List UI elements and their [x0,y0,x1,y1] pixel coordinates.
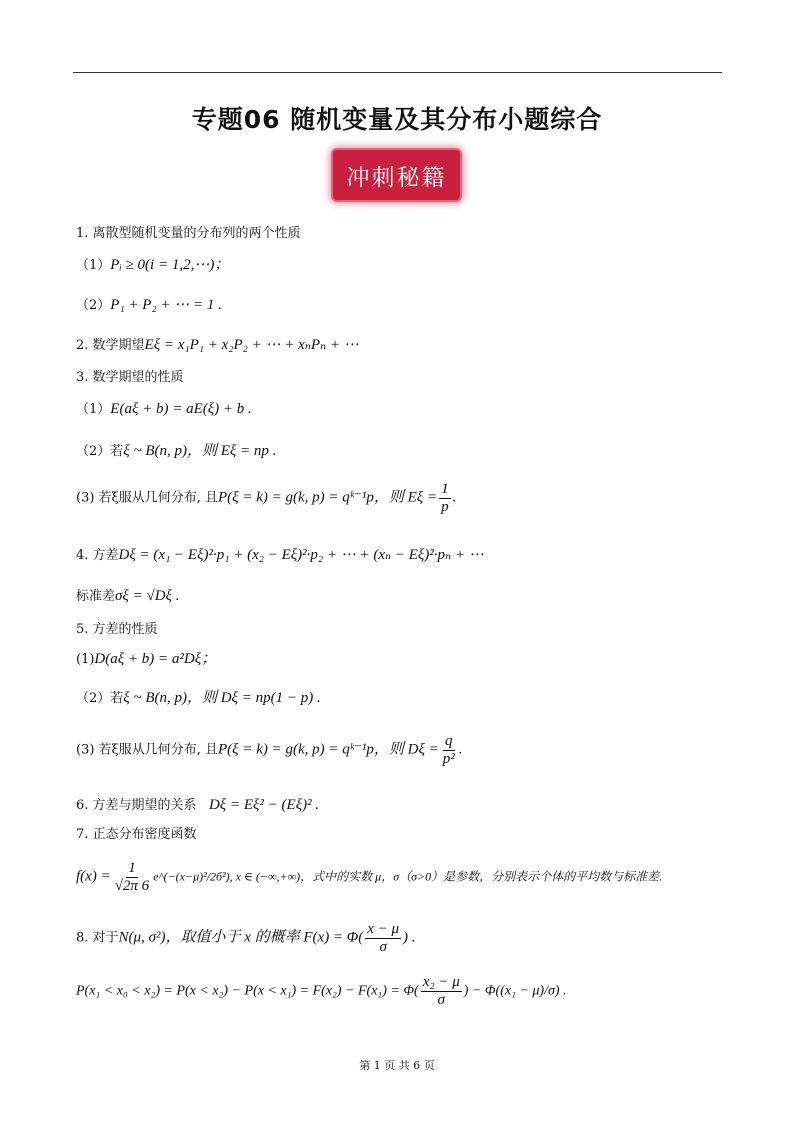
text-line: 7. 正态分布密度函数 [76,827,197,842]
formula-line: （2）若ξ ~ B(n, p)，则 Dξ = np(1 − p) . [76,690,321,706]
formula-line: 标准差σξ = √Dξ . [76,588,180,604]
formula-line: P(x₁ < x₀ < x₂) = P(x < x₂) − P(x < x₁) = F(x₂) − F(x₁) = Φ( $\frac{\text{x₂ − μ}}{\sigma}$ ) − Φ((x₁ − μ)/σ) . [76,974,567,1008]
formula-line: 4. 方差Dξ = (x₁ − Eξ)²·p₁ + (x₂ − Eξ)²·p₂ + ⋯ + (xₙ − Eξ)²·pₙ + ⋯ [76,547,484,563]
stamp-text: 冲刺秘籍 [346,164,447,191]
formula-line: (1)D(aξ + b) = a²Dξ； [76,651,217,667]
page-footer: 第 1 页 共 6 页 [359,1059,435,1072]
formula-line: （1）Pᵢ ≥ 0(i = 1,2,⋯)； [76,257,230,273]
formula-line: 2. 数学期望Eξ = x₁P₁ + x₂P₂ + ⋯ + xₙPₙ + ⋯ [76,337,359,353]
header-rule [73,72,722,73]
text-line: 5. 方差的性质 [76,622,158,637]
formula-line: (3) 若ξ服从几何分布, 且P(ξ = k) = g(k, p) = qᵏ⁻¹p，则 Eξ = $\frac{1}{p}$ . [76,481,457,515]
formula-line: （2）若ξ ~ B(n, p)，则 Eξ = np . [76,443,277,459]
formula-line: 6. 方差与期望的关系 Dξ = Eξ² − (Eξ)² . [76,797,320,813]
fraction: $\frac{1}{p}$ [441,481,449,515]
stamp-badge [333,150,460,200]
formula-line: 8. 对于N(μ, σ²)，取值小于 x 的概率 F(x) = Φ( $\frac{x - \mu}{\sigma}$ ) . [76,921,416,955]
formula-line: （2）P₁ + P₂ + ⋯ = 1 . [76,297,222,313]
fraction: $\frac{\text{x₂ − μ}}{\sigma}$ [422,974,460,1008]
fraction: $\frac{q}{\text{p²}}$ [442,733,455,767]
formula-line: f(x) = $\frac{1}{√2\pi 6}$ e^(−(x−μ)²/2б²), x ∈ (−∞,+∞)，式中的实数 μ，σ（σ>0）是参数，分别表示个体的平均数与标准差. [76,860,663,894]
formula-line: （1）E(aξ + b) = aE(ξ) + b . [76,401,252,417]
fraction: $\frac{1}{√2\pi 6}$ [114,860,150,894]
text-line: 3. 数学期望的性质 [76,370,184,385]
formula-line: (3) 若ξ服从几何分布, 且P(ξ = k) = g(k, p) = qᵏ⁻¹p，则 Dξ = $\frac{q}{\text{p²}}$ . [76,733,463,767]
fraction: $\frac{x - \mu}{\sigma}$ [367,921,400,955]
page-title: 专题06 随机变量及其分布小题综合 [191,105,603,134]
text-line: 1. 离散型随机变量的分布列的两个性质 [76,226,301,241]
